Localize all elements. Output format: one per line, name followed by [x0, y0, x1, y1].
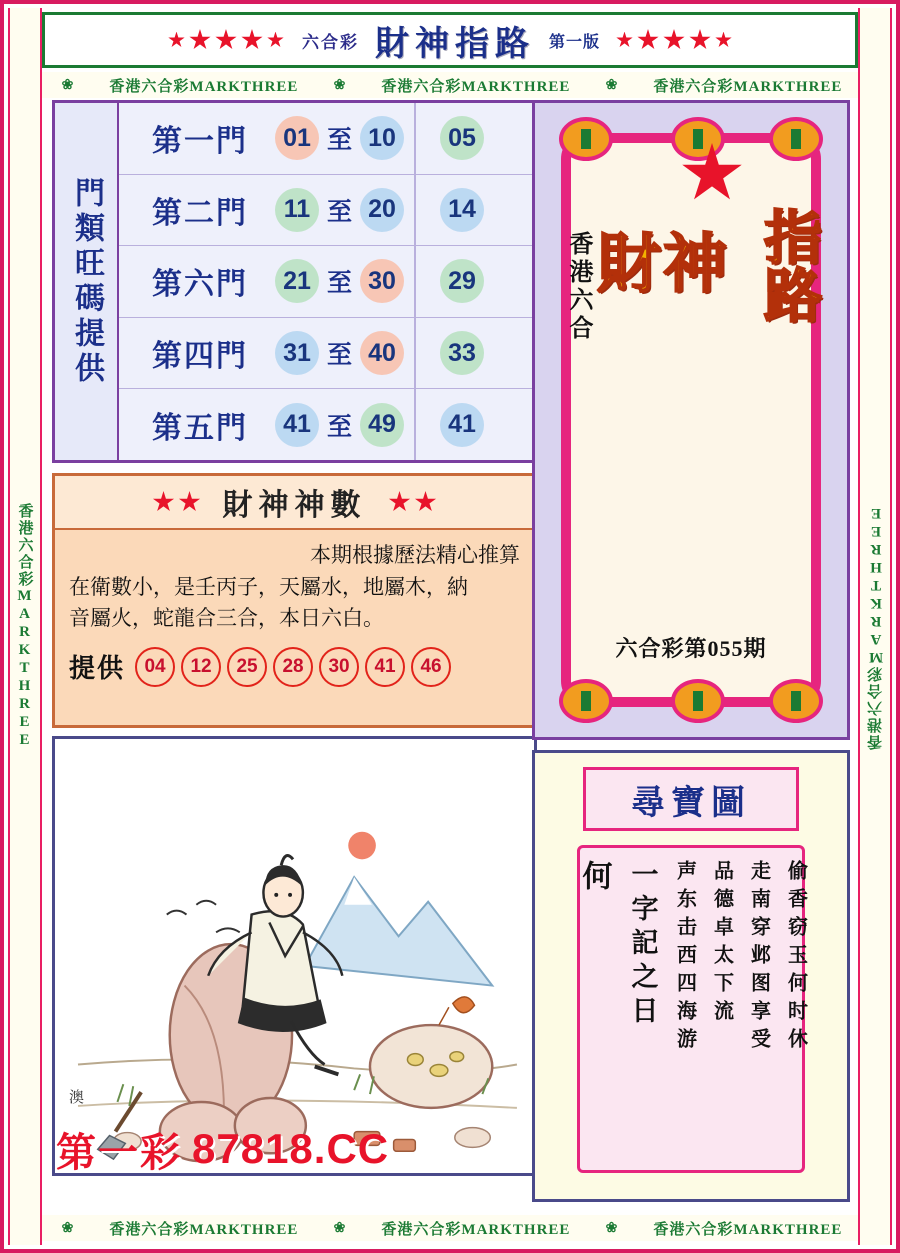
gate-zhi: 至 [327, 342, 353, 370]
right-marquee-text: 香港六合彩MARKTHREE [867, 503, 884, 750]
ornament-icon [671, 679, 725, 723]
clover-icon: ❀ [605, 77, 619, 93]
gate-from-ball: 41 [275, 403, 319, 447]
list-item: 04 [135, 647, 175, 687]
treasure-column: 声东击西四海游 [673, 860, 696, 1056]
gate-zhi: 至 [327, 198, 353, 226]
poster-hk-text: 香港六合 [565, 231, 591, 343]
shenshu-body [55, 530, 534, 693]
ornament-icon [769, 117, 823, 161]
treasure-column: 走南穿邺图享受 [747, 860, 770, 1056]
table-row [119, 246, 534, 318]
gate-lucky [426, 259, 498, 303]
list-item: 25 [227, 647, 267, 687]
gate-to-ball: 49 [360, 403, 404, 447]
divider [414, 389, 416, 460]
divider [414, 175, 416, 246]
marquee-text-3: 香港六合彩MARKTHREE [653, 78, 843, 95]
gate-lucky-ball: 41 [440, 403, 484, 447]
gate-lucky-ball: 33 [440, 331, 484, 375]
clover-icon: ❀ [333, 77, 347, 93]
banner-url: 87818.CC [192, 1125, 390, 1172]
ornament-icon [671, 117, 725, 161]
gate-table-label-text: 門類旺碼提供 [70, 176, 103, 387]
gate-to-ball: 30 [360, 259, 404, 303]
gate-to-ball: 40 [360, 331, 404, 375]
top-marquee [42, 72, 858, 98]
treasure-column: 品德卓太下流 [710, 860, 733, 1028]
marquee-text-2: 香港六合彩MARKTHREE [381, 1221, 571, 1238]
marquee-text-1: 香港六合彩MARKTHREE [109, 78, 299, 95]
list-item: 28 [273, 647, 313, 687]
divider [414, 246, 416, 317]
content-area [42, 100, 858, 1211]
gate-from-ball: 21 [275, 259, 319, 303]
shenshu-provide-label: 提供 [69, 654, 126, 683]
banner-brand: 第一彩 [56, 1129, 182, 1175]
illustration-artwork [55, 739, 534, 1173]
clover-icon: ❀ [61, 1220, 75, 1236]
shenshu-line-1: 本期根據歷法精心推算 [310, 543, 520, 567]
treasure-answer: 何 [577, 860, 611, 898]
clover-icon: ❀ [605, 1220, 619, 1236]
gate-from-ball: 01 [275, 116, 319, 160]
right-marquee-band [858, 8, 892, 1245]
gate-table-label [55, 103, 119, 460]
bottom-marquee [42, 1215, 858, 1241]
gate-lucky-ball: 05 [440, 116, 484, 160]
table-row [119, 389, 534, 460]
gate-lucky [426, 403, 498, 447]
gate-zhi: 至 [327, 413, 353, 441]
site-banner [42, 1123, 676, 1175]
shenshu-stars-right [381, 491, 445, 513]
illustration-signature: 澳 [69, 1090, 85, 1106]
shenshu-line-3: 音屬火，蛇龍合三合，本日六白。 [69, 606, 384, 630]
list-item: 46 [411, 647, 451, 687]
gate-table [52, 100, 537, 463]
gate-lucky [426, 116, 498, 160]
shenshu-stars-left [145, 491, 209, 513]
table-row [119, 318, 534, 390]
poster-panel [532, 100, 850, 740]
ornament-icon [559, 679, 613, 723]
gate-lucky [426, 188, 498, 232]
gate-lucky-ball: 29 [440, 259, 484, 303]
gate-table-rows [119, 103, 534, 460]
illustration-panel [52, 736, 537, 1176]
left-column [52, 100, 537, 1176]
marquee-text-3: 香港六合彩MARKTHREE [653, 1221, 843, 1238]
gate-from-ball: 11 [275, 188, 319, 232]
ornament-icon [769, 679, 823, 723]
treasure-column: 偷香窃玉何时休 [784, 860, 807, 1056]
header-subtitle: 六合彩 [301, 32, 359, 52]
marquee-text-1: 香港六合彩MARKTHREE [109, 1221, 299, 1238]
treasure-headline: 一字記之日 [627, 860, 658, 1030]
table-row [119, 175, 534, 247]
gate-name: 第一門 [152, 125, 248, 159]
shenshu-numbers [69, 647, 520, 687]
gate-zhi: 至 [327, 270, 353, 298]
list-item: 30 [319, 647, 359, 687]
gate-lucky [426, 331, 498, 375]
marquee-text-2: 香港六合彩MARKTHREE [381, 78, 571, 95]
page-title: 財神指路 [374, 25, 535, 63]
ornament-icon [559, 117, 613, 161]
gate-name: 第六門 [152, 268, 248, 302]
right-column [532, 100, 850, 1202]
list-item: 12 [181, 647, 221, 687]
left-marquee-band [8, 8, 42, 1245]
treasure-columns [577, 860, 807, 1158]
issue-label: 六合彩第055期 [615, 636, 767, 661]
gate-zhi: 至 [327, 127, 353, 155]
table-row [119, 103, 534, 175]
divider [414, 103, 416, 174]
gate-to-ball: 10 [360, 116, 404, 160]
header-stars-right [608, 29, 740, 51]
clover-icon: ❀ [61, 77, 75, 93]
gate-name: 第五門 [152, 411, 248, 445]
shenshu-header [55, 476, 534, 530]
left-marquee-text: 香港六合彩MARKTHREE [16, 503, 33, 750]
edition-label: 第一版 [548, 33, 600, 51]
gate-from-ball: 31 [275, 331, 319, 375]
treasure-title: 尋寶圖 [583, 767, 799, 831]
clover-icon: ❀ [333, 1220, 347, 1236]
poster-title-side: 指路 [755, 207, 820, 323]
shenshu-line-2: 在衛數小，是壬丙子，天屬水，地屬木，納 [69, 574, 468, 599]
poster-title-main: 財神 [597, 229, 729, 300]
page-header [42, 12, 858, 68]
shenshu-panel [52, 473, 537, 728]
list-item: 41 [365, 647, 405, 687]
gate-lucky-ball: 14 [440, 188, 484, 232]
header-stars-left [160, 29, 292, 51]
gate-to-ball: 20 [360, 188, 404, 232]
gate-name: 第二門 [152, 196, 248, 230]
gate-name: 第四門 [152, 340, 248, 374]
shenshu-title: 財神神數 [222, 489, 367, 522]
divider [414, 318, 416, 389]
